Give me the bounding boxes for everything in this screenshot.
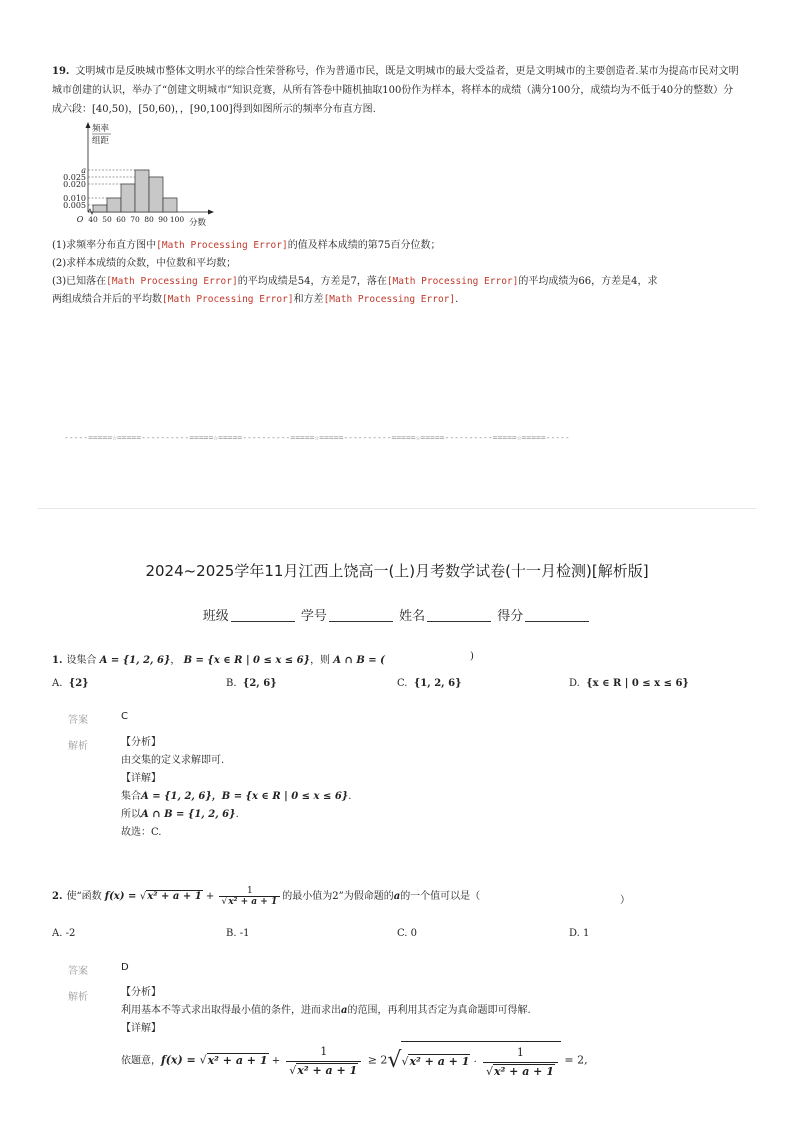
q2-fenxi-text <box>121 1002 531 1020</box>
detail-fx: f(x) = <box>161 1053 200 1067</box>
xiangjie-heading: 【详解】 <box>121 773 161 784</box>
id-label: 学号 <box>300 609 327 624</box>
q2-fx: f(x) = <box>104 891 140 902</box>
subq3-text: 和方差 <box>293 294 324 305</box>
option-value: {1, 2, 6} <box>413 678 462 689</box>
detail-dot: · <box>470 1057 480 1068</box>
subquestion-1 <box>52 237 440 255</box>
option-key: C. <box>397 928 408 939</box>
option-key: D. <box>569 928 580 939</box>
q1-answer: C <box>121 711 128 722</box>
subq3-text: 两组成绩合并后的平均数 <box>52 294 162 305</box>
q2-text-b: 的最小值为2”为假命题的 <box>282 891 394 902</box>
subq3-text: (3)已知落在 <box>52 276 107 287</box>
q1-option-c[interactable] <box>397 678 462 689</box>
option-key: A. <box>52 928 63 939</box>
q1-set-a: A = {1, 2, 6} <box>99 655 171 666</box>
id-blank[interactable] <box>329 609 393 622</box>
q2-plus: + <box>202 891 218 902</box>
q2-detail-line-1: 依题意，f(x) = √x² + a + 1 + $\frac{1}{\text{√x² + a + 1}}$ ≥ 2√√x² + a + 1 · $\frac{1}{\text{√x² + a + 1}}$ = 2, <box>121 1041 588 1081</box>
detail-radicand: x² + a + 1 <box>207 1053 268 1067</box>
frac-numerator: 1 <box>286 1043 361 1062</box>
q1-explanation <box>121 734 351 842</box>
histogram-bar <box>121 184 135 212</box>
q1-text-b: ，则 <box>310 655 331 666</box>
q1-sep: ， <box>170 655 181 666</box>
fenxi-text: 由交集的定义求解即可. <box>121 755 225 766</box>
question-text: 文明城市是反映城市整体文明水平的综合性荣誉称号，作为普通市民，既是文明城市的最大受益者，更是文明城市的主要创造者.某市为提高市民对文明城市创建的认识，举办了“创建文明城市”知识竞赛，从所有答卷中随机抽取100份作为样本，将样本的成绩（满分100分，成绩均为不低于40分的整数）分成六段：[40,50)，[50,60)，，[90,100]得到如图所示的频率分布直方图. <box>52 66 739 115</box>
y-tick-a: a <box>81 166 86 175</box>
detail-fraction <box>286 1043 361 1080</box>
question-number: 1. <box>52 655 63 666</box>
exam-title: 2024~2025学年11月江西上饶高一(上)月考数学试卷(十一月检测)[解析版] <box>145 562 649 580</box>
detail-plus: + <box>268 1055 284 1067</box>
question-number: 19. <box>52 66 70 77</box>
y-tick-label: 0.020 <box>63 180 86 189</box>
question-number: 2. <box>52 891 63 902</box>
q1-detail-line-1 <box>121 788 351 806</box>
x-tick-label: 60 <box>116 215 126 224</box>
x-tick-label: 80 <box>144 215 154 224</box>
fenxi-text: 利用基本不等式求出取得最小值的条件，进而求出 <box>121 1005 341 1016</box>
q1-detail-line-2 <box>121 806 351 824</box>
q1-text: 设集合 <box>66 655 97 666</box>
name-label: 姓名 <box>399 609 426 624</box>
detail-text: 依题意， <box>121 1055 161 1067</box>
detail-radicand: x² + a + 1 <box>297 1063 358 1077</box>
histogram-bar <box>93 205 107 212</box>
q1-expr: A ∩ B = ( <box>333 655 385 666</box>
x-tick-label: 70 <box>130 215 140 224</box>
q2-fraction <box>219 886 280 907</box>
histogram-bar <box>135 170 149 212</box>
subquestion-3 <box>52 273 657 291</box>
detail-text: . <box>348 791 352 802</box>
q1-set-b: B = {x ∈ R | 0 ≤ x ≤ 6} <box>183 655 311 666</box>
subq3-text: 的平均成绩为66，方差是4，求 <box>518 276 658 287</box>
q1-option-b[interactable] <box>226 678 277 689</box>
math-error: [Math Processing Error] <box>386 276 519 287</box>
frac-numerator: 1 <box>483 1044 558 1063</box>
detail-math: A ∩ B = {1, 2, 6} <box>141 809 236 820</box>
q2-option-d[interactable] <box>569 928 589 939</box>
frac-denominator: √x² + a + 1 <box>221 897 278 907</box>
x-tick-label: 90 <box>158 215 168 224</box>
q2-explanation <box>121 984 531 1038</box>
student-info-line <box>0 605 794 624</box>
q2-text-c: 的一个值可以是（ <box>400 891 481 902</box>
fenxi-heading: 【分析】 <box>121 737 161 748</box>
q1-analysis-label: 解析 <box>68 741 88 752</box>
question-2-stem: 2. 使“函数 f(x) = √x² + a + 1 + $\frac{1}{\text{√x² + a + 1}}$ 的最小值为2”为假命题的a的一个值可以是（ <box>52 886 481 907</box>
detail-math: A = {1, 2, 6}，B = {x ∈ R | 0 ≤ x ≤ 6} <box>141 791 349 802</box>
x-tick-label: 40 <box>88 215 98 224</box>
class-label: 班级 <box>202 609 229 624</box>
histogram-bar <box>149 177 163 212</box>
detail-eq: = 2, <box>560 1053 588 1067</box>
subq3-text: . <box>455 294 459 305</box>
option-key: C. <box>397 678 408 689</box>
score-label: 得分 <box>497 609 524 624</box>
x-tick-label: 100 <box>169 215 185 224</box>
q1-close-paren: ) <box>470 651 474 662</box>
outer-radicand: √x² + a + 1 · $\frac{1}{\text{√x² + a + 1}}$ <box>401 1041 560 1081</box>
axis-break <box>88 209 93 214</box>
q2-answer: D <box>121 962 129 973</box>
option-key: A. <box>52 678 63 689</box>
q2-option-b[interactable] <box>226 928 249 939</box>
option-value: {2} <box>68 678 89 689</box>
q2-var-a: a <box>393 891 401 902</box>
x-axis-label: 分数 <box>189 218 207 228</box>
option-key: D. <box>569 678 580 689</box>
y-tick-label: 0.005 <box>63 201 86 210</box>
subquestion-2: (2)求样本成绩的众数，中位数和平均数； <box>52 258 237 269</box>
math-error: [Math Processing Error] <box>323 294 456 305</box>
subq1-text-b: 的值及样本成绩的第75百分位数； <box>287 240 441 251</box>
fenxi-var: a <box>341 1005 348 1016</box>
x-tick-label: 50 <box>102 215 112 224</box>
detail-fraction-2 <box>483 1044 558 1081</box>
q2-text: 使“函数 <box>66 891 102 902</box>
frac-numerator: 1 <box>219 886 280 897</box>
frequency-histogram <box>50 120 230 232</box>
q2-radicand: x² + a + 1 <box>228 897 278 907</box>
subq1-text: (1)求频率分布直方图中 <box>52 240 157 251</box>
frac-denominator: √x² + a + 1 <box>485 1065 554 1078</box>
detail-ge: ≥ 2 <box>364 1053 388 1067</box>
name-blank[interactable] <box>427 609 491 622</box>
q1-option-d[interactable] <box>569 678 689 689</box>
option-key: B. <box>226 928 237 939</box>
detail-radicand: x² + a + 1 <box>493 1065 554 1078</box>
detail-text: 所以 <box>121 809 141 820</box>
detail-text: 集合 <box>121 791 141 802</box>
q2-radicand: x² + a + 1 <box>147 891 202 902</box>
math-error: [Math Processing Error] <box>106 276 238 287</box>
y-axis-label-top: 频率 <box>92 124 110 134</box>
subq3-text: 的平均成绩是54，方差是7，落在 <box>237 276 387 287</box>
option-value: {2, 6} <box>242 678 277 689</box>
fenxi-text: 的范围，再利用其否定为真命题即可得解. <box>347 1005 531 1016</box>
detail-text: . <box>235 809 239 820</box>
x-axis-arrow <box>208 210 214 215</box>
option-key: B. <box>226 678 237 689</box>
origin-label: O <box>76 215 84 224</box>
section-divider: -----=====☆=====----------=====☆=====----------=====☆=====----------=====☆=====----------=====☆=====----- <box>64 433 570 442</box>
q2-close-paren: ） <box>620 895 630 906</box>
frac-denominator: √x² + a + 1 <box>289 1063 358 1077</box>
option-value: 0 <box>410 928 418 939</box>
option-value: -1 <box>239 928 250 939</box>
y-tick-label: 0.010 <box>63 194 86 203</box>
histogram-bar <box>163 198 177 212</box>
y-axis-label-bottom: 组距 <box>92 136 110 146</box>
detail-radicand: x² + a + 1 <box>409 1055 470 1068</box>
question-1-stem <box>52 651 385 666</box>
detail-conclusion: 故选：C. <box>121 827 162 838</box>
y-axis-arrow <box>86 122 91 128</box>
question-19-stem <box>52 62 742 119</box>
histogram-bar <box>107 198 121 212</box>
option-value: -2 <box>65 928 76 939</box>
xiangjie-heading: 【详解】 <box>121 1023 161 1034</box>
y-tick-label: 0.025 <box>63 173 86 182</box>
score-blank[interactable] <box>525 609 589 622</box>
q2-option-c[interactable] <box>397 928 417 939</box>
q2-answer-label: 答案 <box>68 966 88 977</box>
fenxi-heading: 【分析】 <box>121 987 161 998</box>
class-blank[interactable] <box>231 609 295 622</box>
option-value: {x ∈ R | 0 ≤ x ≤ 6} <box>586 678 689 689</box>
subquestion-3-cont <box>52 291 458 309</box>
math-error: [Math Processing Error] <box>162 294 294 305</box>
q2-analysis-label: 解析 <box>68 992 88 1003</box>
math-error: [Math Processing Error] <box>156 240 288 251</box>
q1-answer-label: 答案 <box>68 715 88 726</box>
q1-option-a[interactable] <box>52 678 89 689</box>
page-separator <box>38 508 756 509</box>
q2-option-a[interactable] <box>52 928 75 939</box>
option-value: 1 <box>583 928 590 939</box>
